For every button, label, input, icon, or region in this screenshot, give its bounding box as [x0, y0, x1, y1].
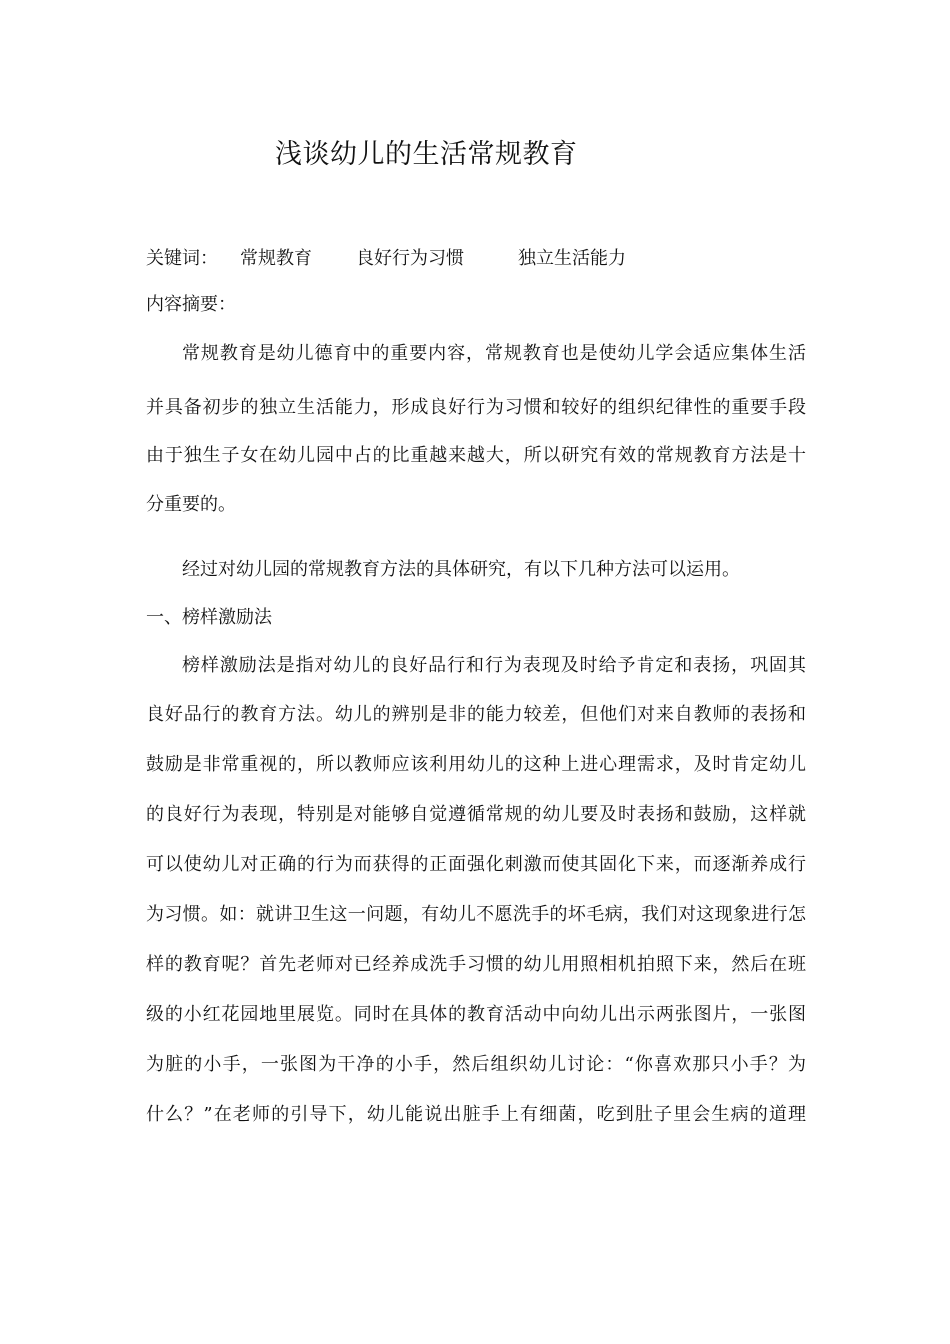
- body-line: 可以使幼儿对正确的行为而获得的正面强化刺激而使其固化下来，而逐渐养成行: [146, 854, 806, 875]
- body-line: 鼓励是非常重视的，所以教师应该利用幼儿的这种上进心理需求，及时肯定幼儿: [146, 754, 806, 775]
- abstract-line: 分重要的。: [146, 494, 236, 515]
- keyword-item: 独立生活能力: [518, 248, 626, 269]
- abstract-label: 内容摘要：: [146, 294, 236, 315]
- abstract-line: 常规教育是幼儿德育中的重要内容，常规教育也是使幼儿学会适应集体生活: [182, 343, 806, 364]
- body-line: 良好品行的教育方法。幼儿的辨别是非的能力较差，但他们对来自教师的表扬和: [146, 704, 806, 725]
- keywords-label: 关键词：: [146, 248, 218, 269]
- document-title: 浅谈幼儿的生活常规教育: [275, 139, 578, 170]
- body-line: 级的小红花园地里展览。同时在具体的教育活动中向幼儿出示两张图片，一张图: [146, 1004, 806, 1025]
- abstract-line: 并具备初步的独立生活能力，形成良好行为习惯和较好的组织纪律性的重要手段: [146, 397, 806, 418]
- intro-paragraph: 经过对幼儿园的常规教育方法的具体研究，有以下几种方法可以运用。: [182, 559, 740, 580]
- body-line: 的良好行为表现，特别是对能够自觉遵循常规的幼儿要及时表扬和鼓励，这样就: [146, 804, 806, 825]
- body-line: 为习惯。如：就讲卫生这一问题，有幼儿不愿洗手的坏毛病，我们对这现象进行怎: [146, 904, 806, 925]
- keyword-item: 常规教育: [240, 248, 312, 269]
- body-line: 样的教育呢？首先老师对已经养成洗手习惯的幼儿用照相机拍照下来，然后在班: [146, 954, 806, 975]
- keyword-item: 良好行为习惯: [356, 248, 464, 269]
- abstract-line: 由于独生子女在幼儿园中占的比重越来越大，所以研究有效的常规教育方法是十: [146, 445, 806, 466]
- body-line: 为脏的小手，一张图为干净的小手，然后组织幼儿讨论：“你喜欢那只小手？为: [146, 1054, 806, 1075]
- body-line: 榜样激励法是指对幼儿的良好品行和行为表现及时给予肯定和表扬，巩固其: [182, 655, 806, 676]
- body-line: 什么？”在老师的引导下，幼儿能说出脏手上有细菌，吃到肚子里会生病的道理: [146, 1104, 806, 1125]
- section-heading: 一、榜样激励法: [146, 607, 272, 628]
